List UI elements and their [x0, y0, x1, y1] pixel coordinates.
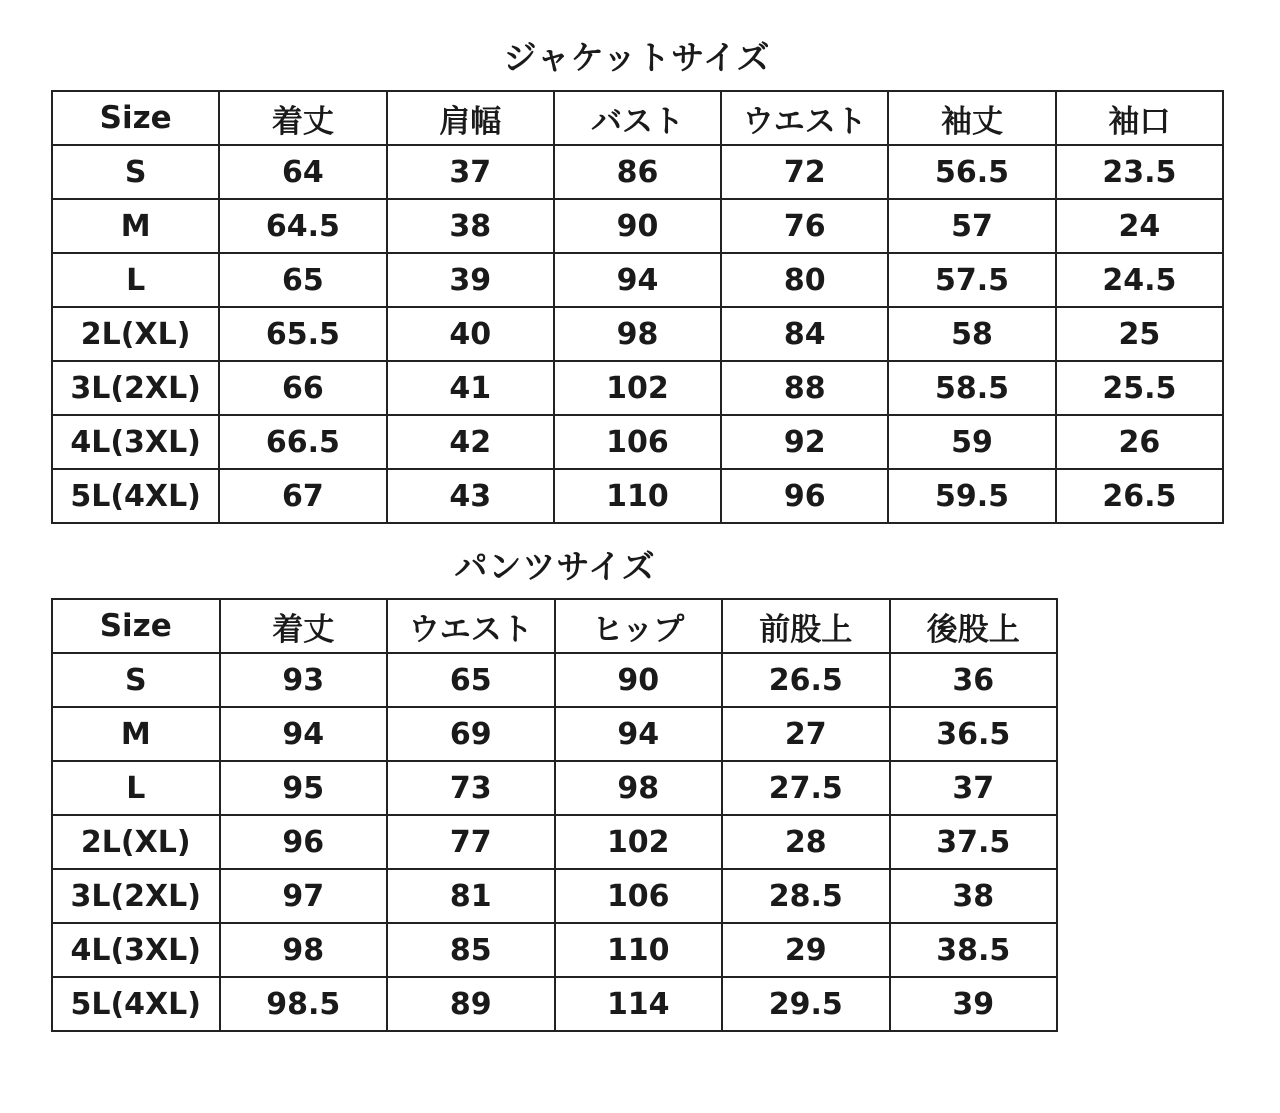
measurement-cell: 28.5	[722, 869, 890, 923]
measurement-cell: 73	[387, 761, 555, 815]
measurement-cell: 110	[554, 469, 721, 523]
measurement-cell: 65	[219, 253, 386, 307]
table-row	[52, 815, 1057, 869]
measurement-cell: 26.5	[1056, 469, 1223, 523]
measurement-cell: 64.5	[219, 199, 386, 253]
measurement-cell: 102	[554, 361, 721, 415]
size-label-cell: S	[52, 145, 219, 199]
measurement-cell: 69	[387, 707, 555, 761]
measurement-cell: 90	[554, 199, 721, 253]
measurement-cell: 23.5	[1056, 145, 1223, 199]
measurement-cell: 98.5	[220, 977, 388, 1031]
column-header: 後股上	[890, 599, 1058, 653]
size-label-cell: 4L(3XL)	[52, 923, 220, 977]
measurement-cell: 102	[555, 815, 723, 869]
measurement-cell: 38	[387, 199, 554, 253]
measurement-cell: 89	[387, 977, 555, 1031]
measurement-cell: 65.5	[219, 307, 386, 361]
measurement-cell: 25.5	[1056, 361, 1223, 415]
measurement-cell: 95	[220, 761, 388, 815]
measurement-cell: 38	[890, 869, 1058, 923]
measurement-cell: 56.5	[888, 145, 1055, 199]
measurement-cell: 64	[219, 145, 386, 199]
measurement-cell: 29	[722, 923, 890, 977]
measurement-cell: 27.5	[722, 761, 890, 815]
measurement-cell: 43	[387, 469, 554, 523]
size-label-cell: L	[52, 761, 220, 815]
jacket-size-table	[51, 90, 1224, 524]
table-row	[52, 145, 1223, 199]
column-header: 着丈	[220, 599, 388, 653]
measurement-cell: 90	[555, 653, 723, 707]
table-row	[52, 361, 1223, 415]
measurement-cell: 29.5	[722, 977, 890, 1031]
measurement-cell: 58.5	[888, 361, 1055, 415]
column-header: ウエスト	[721, 91, 888, 145]
measurement-cell: 26.5	[722, 653, 890, 707]
measurement-cell: 67	[219, 469, 386, 523]
measurement-cell: 59.5	[888, 469, 1055, 523]
measurement-cell: 72	[721, 145, 888, 199]
measurement-cell: 37	[890, 761, 1058, 815]
size-label-cell: S	[52, 653, 220, 707]
measurement-cell: 57.5	[888, 253, 1055, 307]
table-row	[52, 469, 1223, 523]
measurement-cell: 24	[1056, 199, 1223, 253]
measurement-cell: 110	[555, 923, 723, 977]
measurement-cell: 58	[888, 307, 1055, 361]
size-label-cell: L	[52, 253, 219, 307]
measurement-cell: 84	[721, 307, 888, 361]
size-label-cell: 3L(2XL)	[52, 869, 220, 923]
measurement-cell: 27	[722, 707, 890, 761]
size-label-cell: 5L(4XL)	[52, 977, 220, 1031]
measurement-cell: 76	[721, 199, 888, 253]
table-row	[52, 253, 1223, 307]
measurement-cell: 94	[554, 253, 721, 307]
column-header: 肩幅	[387, 91, 554, 145]
pants-size-title: パンツサイズ	[454, 547, 656, 586]
measurement-cell: 40	[387, 307, 554, 361]
measurement-cell: 25	[1056, 307, 1223, 361]
pants-size-table	[51, 598, 1058, 1032]
column-header: ヒップ	[555, 599, 723, 653]
table-row	[52, 307, 1223, 361]
size-label-cell: 4L(3XL)	[52, 415, 219, 469]
size-label-cell: 2L(XL)	[52, 307, 219, 361]
measurement-cell: 94	[220, 707, 388, 761]
jacket-size-title: ジャケットサイズ	[503, 38, 771, 77]
size-label-cell: 5L(4XL)	[52, 469, 219, 523]
measurement-cell: 28	[722, 815, 890, 869]
table-header-row	[52, 599, 1057, 653]
size-label-cell: M	[52, 707, 220, 761]
measurement-cell: 38.5	[890, 923, 1058, 977]
measurement-cell: 39	[387, 253, 554, 307]
column-header: 袖口	[1056, 91, 1223, 145]
table-row	[52, 923, 1057, 977]
measurement-cell: 36.5	[890, 707, 1058, 761]
measurement-cell: 66	[219, 361, 386, 415]
measurement-cell: 81	[387, 869, 555, 923]
measurement-cell: 42	[387, 415, 554, 469]
table-row	[52, 761, 1057, 815]
table-row	[52, 199, 1223, 253]
measurement-cell: 77	[387, 815, 555, 869]
measurement-cell: 94	[555, 707, 723, 761]
column-header: Size	[52, 91, 219, 145]
table-row	[52, 707, 1057, 761]
measurement-cell: 26	[1056, 415, 1223, 469]
measurement-cell: 66.5	[219, 415, 386, 469]
column-header: バスト	[554, 91, 721, 145]
measurement-cell: 86	[554, 145, 721, 199]
measurement-cell: 93	[220, 653, 388, 707]
measurement-cell: 92	[721, 415, 888, 469]
measurement-cell: 96	[220, 815, 388, 869]
measurement-cell: 65	[387, 653, 555, 707]
size-label-cell: 3L(2XL)	[52, 361, 219, 415]
measurement-cell: 114	[555, 977, 723, 1031]
column-header: 袖丈	[888, 91, 1055, 145]
measurement-cell: 98	[220, 923, 388, 977]
table-row	[52, 415, 1223, 469]
table-row	[52, 977, 1057, 1031]
measurement-cell: 96	[721, 469, 888, 523]
measurement-cell: 37	[387, 145, 554, 199]
measurement-cell: 106	[554, 415, 721, 469]
size-label-cell: M	[52, 199, 219, 253]
measurement-cell: 37.5	[890, 815, 1058, 869]
measurement-cell: 80	[721, 253, 888, 307]
measurement-cell: 24.5	[1056, 253, 1223, 307]
measurement-cell: 88	[721, 361, 888, 415]
column-header: ウエスト	[387, 599, 555, 653]
measurement-cell: 59	[888, 415, 1055, 469]
measurement-cell: 85	[387, 923, 555, 977]
table-row	[52, 653, 1057, 707]
size-label-cell: 2L(XL)	[52, 815, 220, 869]
measurement-cell: 36	[890, 653, 1058, 707]
table-row	[52, 869, 1057, 923]
column-header: 前股上	[722, 599, 890, 653]
column-header: 着丈	[219, 91, 386, 145]
measurement-cell: 106	[555, 869, 723, 923]
measurement-cell: 57	[888, 199, 1055, 253]
measurement-cell: 41	[387, 361, 554, 415]
table-header-row	[52, 91, 1223, 145]
column-header: Size	[52, 599, 220, 653]
measurement-cell: 98	[554, 307, 721, 361]
measurement-cell: 98	[555, 761, 723, 815]
measurement-cell: 97	[220, 869, 388, 923]
measurement-cell: 39	[890, 977, 1058, 1031]
